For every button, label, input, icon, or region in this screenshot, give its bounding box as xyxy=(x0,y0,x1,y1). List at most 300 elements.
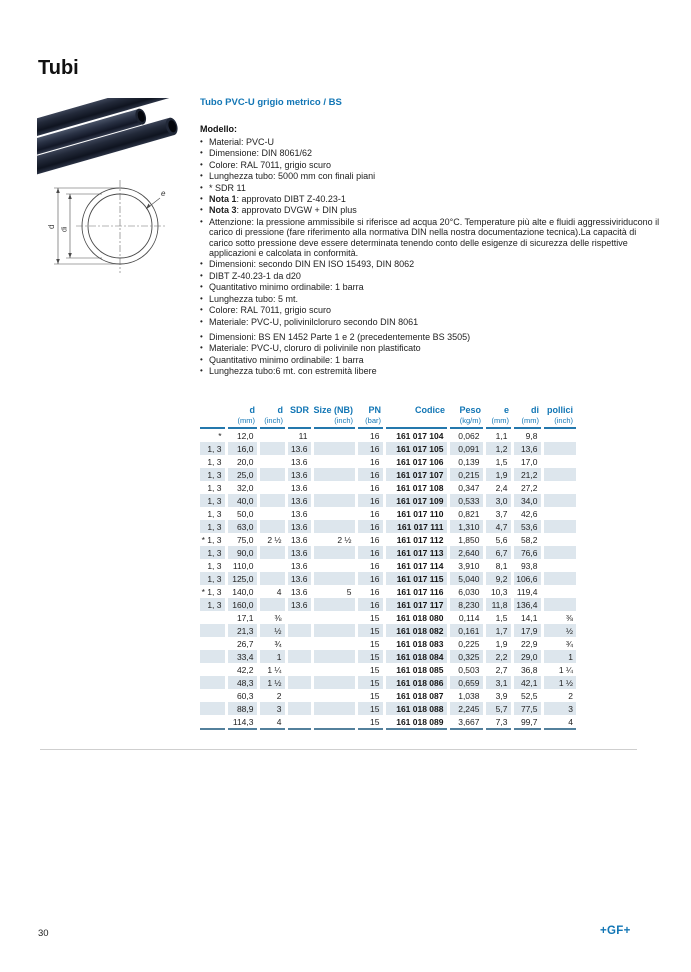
table-cell: 40,0 xyxy=(226,494,258,507)
row-marker-cell: 1, 3 xyxy=(200,598,226,611)
table-cell: 16 xyxy=(356,494,384,507)
table-cell: 1 xyxy=(542,650,576,663)
table-cell: 161 018 087 xyxy=(384,689,448,702)
row-marker-cell xyxy=(200,663,226,676)
table-cell: 14,1 xyxy=(512,611,542,624)
table-cell: 13.6 xyxy=(286,481,312,494)
table-row xyxy=(200,676,576,689)
table-cell: 161 017 117 xyxy=(384,598,448,611)
bullet-item xyxy=(200,271,662,281)
table-cell: 1 ½ xyxy=(258,676,286,689)
bullet-item xyxy=(200,294,662,304)
table-cell: 0,659 xyxy=(448,676,484,689)
table-cell: 161 018 088 xyxy=(384,702,448,715)
table-row xyxy=(200,533,576,546)
table-cell: 0,325 xyxy=(448,650,484,663)
column-unit: (bar) xyxy=(356,415,384,428)
bullet-dot-icon: • xyxy=(200,343,203,353)
table-cell: 1 ½ xyxy=(542,676,576,689)
table-cell: 90,0 xyxy=(226,546,258,559)
column-header: PN xyxy=(368,405,381,415)
table-cell xyxy=(542,428,576,442)
row-marker-cell xyxy=(200,637,226,650)
row-marker-cell: 1, 3 xyxy=(207,456,222,467)
bullet-text: Materiale: PVC-U, cloruro di polivinile non plastificato xyxy=(209,343,421,354)
table-cell: 9,2 xyxy=(484,572,512,585)
product-info-column xyxy=(200,97,662,378)
bullet-text: Dimensione: DIN 8061/62 xyxy=(209,148,313,159)
table-cell: 5 xyxy=(312,585,356,598)
table-cell xyxy=(542,520,576,533)
bullet-dot-icon: • xyxy=(200,148,203,158)
bullet-dot-icon: • xyxy=(200,293,203,303)
table-cell xyxy=(542,546,576,559)
bullet-item xyxy=(200,148,662,158)
row-marker-cell xyxy=(200,650,226,663)
table-cell: 58,2 xyxy=(512,533,542,546)
bullet-text: Lunghezza tubo: 5000 mm con finali piani xyxy=(209,171,376,182)
table-cell: 3,9 xyxy=(484,689,512,702)
table-cell xyxy=(286,611,312,624)
row-marker-cell: 1, 3 xyxy=(200,494,226,507)
table-cell xyxy=(312,455,356,468)
table-units-row xyxy=(200,415,576,428)
row-marker-cell: 1, 3 xyxy=(207,482,222,493)
table-cell: 0,062 xyxy=(448,428,484,442)
table-cell xyxy=(542,442,576,455)
model-bullet-list xyxy=(200,137,662,377)
table-cell: 15 xyxy=(356,637,384,650)
bullet-dot-icon: • xyxy=(200,216,203,226)
table-cell: 15 xyxy=(356,624,384,637)
table-cell: 161 017 104 xyxy=(384,428,448,442)
table-cell: 2 ½ xyxy=(312,533,356,546)
bullet-item xyxy=(200,305,662,315)
table-cell: 52,5 xyxy=(512,689,542,702)
table-cell: 13.6 xyxy=(286,585,312,598)
table-cell xyxy=(312,428,356,442)
table-cell: 33,4 xyxy=(226,650,258,663)
table-cell xyxy=(542,468,576,481)
table-cell: 16 xyxy=(356,598,384,611)
bullet-text: Dimensioni: secondo DIN EN ISO 15493, DIN 8062 xyxy=(209,259,415,270)
column-header: Size (NB) xyxy=(313,405,353,415)
table-cell: 16 xyxy=(356,572,384,585)
page-title: Tubi xyxy=(38,57,79,80)
table-cell: 161 017 111 xyxy=(384,520,448,533)
table-cell: 161 018 080 xyxy=(384,611,448,624)
bullet-dot-icon: • xyxy=(200,366,203,376)
table-cell xyxy=(542,494,576,507)
table-cell xyxy=(258,442,286,455)
row-marker-cell xyxy=(200,715,226,729)
table-cell: 161 018 085 xyxy=(384,663,448,676)
table-cell: 1,2 xyxy=(484,442,512,455)
pipes-photo xyxy=(37,98,190,175)
table-cell xyxy=(542,455,576,468)
table-cell: 2 xyxy=(258,689,286,702)
column-header: pollici xyxy=(546,405,573,415)
table-cell: 2,245 xyxy=(448,702,484,715)
bullet-dot-icon: • xyxy=(200,270,203,280)
row-marker-cell: * 1, 3 xyxy=(201,586,222,597)
bullet-text: Nota 3: approvato DVGW + DIN plus xyxy=(209,205,357,216)
table-cell: 161 017 105 xyxy=(384,442,448,455)
table-cell: 42,6 xyxy=(512,507,542,520)
table-row xyxy=(200,442,576,455)
table-cell: ¾ xyxy=(258,637,286,650)
table-cell: 42,2 xyxy=(226,663,258,676)
table-cell: 75,0 xyxy=(226,533,258,546)
table-cell: 11 xyxy=(286,428,312,442)
table-cell: 9,8 xyxy=(512,428,542,442)
table-cell: 161 018 086 xyxy=(384,676,448,689)
table-cell: 25,0 xyxy=(226,468,258,481)
table-cell: 3,7 xyxy=(484,507,512,520)
table-cell xyxy=(286,663,312,676)
table-cell: 0,091 xyxy=(448,442,484,455)
table-cell: 13.6 xyxy=(286,455,312,468)
bullet-text: Quantitativo minimo ordinabile: 1 barra xyxy=(209,354,364,365)
table-cell: 161 017 112 xyxy=(384,533,448,546)
product-heading: Tubo PVC-U grigio metrico / BS xyxy=(200,97,342,108)
table-cell xyxy=(258,468,286,481)
table-cell: 99,7 xyxy=(512,715,542,729)
page-number: 30 xyxy=(38,928,49,939)
bullet-text: Dimensioni: BS EN 1452 Parte 1 e 2 (precedentemente BS 3505) xyxy=(209,331,471,342)
table-cell: 27,2 xyxy=(512,481,542,494)
bullet-item xyxy=(200,171,662,181)
table-cell: 48,3 xyxy=(226,676,258,689)
table-cell: 161 017 110 xyxy=(384,507,448,520)
bullet-text: Colore: RAL 7011, grigio scuro xyxy=(209,305,332,316)
footer-divider xyxy=(40,749,637,750)
header-marker-col xyxy=(200,415,226,428)
table-cell: 42,1 xyxy=(512,676,542,689)
bullet-dot-icon: • xyxy=(200,354,203,364)
bullet-dot-icon: • xyxy=(200,159,203,169)
table-header-row xyxy=(200,401,576,415)
table-row xyxy=(200,455,576,468)
table-cell: 36,8 xyxy=(512,663,542,676)
table-cell: 2 ½ xyxy=(258,533,286,546)
bullet-text: Quantitativo minimo ordinabile: 1 barra xyxy=(209,282,364,293)
table-cell: 16 xyxy=(356,507,384,520)
table-cell xyxy=(312,546,356,559)
table-row xyxy=(200,663,576,676)
table-cell xyxy=(286,702,312,715)
table-cell: 2,7 xyxy=(484,663,512,676)
table-cell: 2,4 xyxy=(484,481,512,494)
table-cell xyxy=(542,481,576,494)
dim-label-di: di xyxy=(61,226,69,232)
row-marker-cell: 1, 3 xyxy=(207,508,222,519)
table-cell: ⅜ xyxy=(542,611,576,624)
bullet-dot-icon: • xyxy=(200,205,203,215)
table-cell: 1,9 xyxy=(484,637,512,650)
row-marker-cell: 1, 3 xyxy=(200,442,226,455)
spec-table-wrap xyxy=(200,401,578,730)
table-cell xyxy=(312,559,356,572)
table-cell xyxy=(258,481,286,494)
table-cell xyxy=(258,507,286,520)
table-cell: 32,0 xyxy=(226,481,258,494)
table-cell: 16,0 xyxy=(226,442,258,455)
model-label: Modello: xyxy=(200,124,237,134)
table-row xyxy=(200,559,576,572)
table-cell: 125,0 xyxy=(226,572,258,585)
pipe-cross-section-diagram xyxy=(42,177,170,276)
table-cell: 16 xyxy=(356,520,384,533)
bullet-item xyxy=(200,183,662,193)
bullet-item xyxy=(200,194,662,204)
table-row xyxy=(200,520,576,533)
table-row xyxy=(200,507,576,520)
table-cell: 16 xyxy=(356,546,384,559)
column-header: d xyxy=(277,405,283,415)
table-cell: 88,9 xyxy=(226,702,258,715)
column-unit: (mm) xyxy=(484,415,512,428)
bullet-item xyxy=(200,160,662,170)
table-cell: 17,1 xyxy=(226,611,258,624)
table-cell: 15 xyxy=(356,663,384,676)
table-cell xyxy=(312,468,356,481)
table-cell: 0,503 xyxy=(448,663,484,676)
table-cell xyxy=(312,663,356,676)
table-cell: 1,9 xyxy=(484,468,512,481)
column-unit: (inch) xyxy=(312,415,356,428)
table-cell: 16 xyxy=(356,455,384,468)
column-header: SDR xyxy=(289,405,309,415)
table-cell: 114,3 xyxy=(226,715,258,729)
bullet-dot-icon: • xyxy=(200,171,203,181)
table-row xyxy=(200,702,576,715)
table-cell: 13.6 xyxy=(286,572,312,585)
table-cell: 16 xyxy=(356,428,384,442)
table-cell xyxy=(258,455,286,468)
bullet-text: Material: PVC-U xyxy=(209,137,275,147)
bullet-item xyxy=(200,332,662,342)
table-cell: 50,0 xyxy=(226,507,258,520)
table-cell xyxy=(312,676,356,689)
table-cell: 13.6 xyxy=(286,468,312,481)
table-cell xyxy=(312,507,356,520)
table-cell xyxy=(286,689,312,702)
table-cell: 16 xyxy=(356,468,384,481)
bullet-item xyxy=(200,343,662,353)
table-cell: 17,9 xyxy=(512,624,542,637)
table-cell: 161 018 089 xyxy=(384,715,448,729)
bullet-item xyxy=(200,259,662,269)
bullet-dot-icon: • xyxy=(200,305,203,315)
table-cell: 3,1 xyxy=(484,676,512,689)
table-cell: 13.6 xyxy=(286,494,312,507)
table-cell: 3,0 xyxy=(484,494,512,507)
bullet-dot-icon: • xyxy=(200,137,203,146)
table-cell: 136,4 xyxy=(512,598,542,611)
bullet-text: Attenzione: la pressione ammissibile si riferisce ad acqua 20°C. Temperature più alte e fluidi aggressiviriducono il carico di pressione (fare riferimento alla normativa DIN nella nostra documentazione tecnica).La capacità di carico sotto pressione deve essere determinata tenendo conto delle esigenze di sicurezza delle rispettive applicazioni e calcolata in conformità. xyxy=(209,216,660,259)
table-cell: 11,8 xyxy=(484,598,512,611)
table-row xyxy=(200,585,576,598)
table-cell xyxy=(286,624,312,637)
table-cell: 1 ¼ xyxy=(258,663,286,676)
table-cell: 1 ¼ xyxy=(542,663,576,676)
table-cell: 3,910 xyxy=(448,559,484,572)
bullet-text: Nota 1: approvato DIBT Z-40.23-1 xyxy=(209,194,346,205)
table-cell: 0,139 xyxy=(448,455,484,468)
table-cell xyxy=(542,572,576,585)
bullet-dot-icon: • xyxy=(200,194,203,204)
table-cell: 20,0 xyxy=(226,455,258,468)
table-cell: 0,161 xyxy=(448,624,484,637)
column-unit xyxy=(286,415,312,428)
table-cell: 1,7 xyxy=(484,624,512,637)
table-cell: 110,0 xyxy=(226,559,258,572)
table-cell: 13.6 xyxy=(286,546,312,559)
table-cell: 4 xyxy=(542,715,576,729)
table-row xyxy=(200,715,576,729)
table-cell: 2 xyxy=(542,689,576,702)
table-row xyxy=(200,481,576,494)
table-cell: 5,040 xyxy=(448,572,484,585)
column-unit: (inch) xyxy=(258,415,286,428)
table-cell xyxy=(258,598,286,611)
table-cell xyxy=(286,650,312,663)
table-cell: 7,3 xyxy=(484,715,512,729)
table-cell xyxy=(286,676,312,689)
table-cell: 16 xyxy=(356,559,384,572)
table-cell: 6,7 xyxy=(484,546,512,559)
table-cell xyxy=(258,428,286,442)
table-cell: 53,6 xyxy=(512,520,542,533)
table-cell: 22,9 xyxy=(512,637,542,650)
product-table xyxy=(200,401,576,730)
table-cell: 16 xyxy=(356,442,384,455)
table-cell: 15 xyxy=(356,676,384,689)
table-cell xyxy=(312,702,356,715)
table-cell: 0,225 xyxy=(448,637,484,650)
column-header: di xyxy=(531,405,539,415)
row-marker-cell xyxy=(200,702,226,715)
table-cell: ⅜ xyxy=(258,611,286,624)
table-cell: 13.6 xyxy=(286,533,312,546)
table-cell: 13.6 xyxy=(286,507,312,520)
table-cell: 161 017 115 xyxy=(384,572,448,585)
table-cell xyxy=(312,520,356,533)
table-cell: 161 017 107 xyxy=(384,468,448,481)
table-row xyxy=(200,572,576,585)
bullet-dot-icon: • xyxy=(200,331,203,341)
table-cell: 161 017 109 xyxy=(384,494,448,507)
table-cell: 1,1 xyxy=(484,428,512,442)
table-cell: 10,3 xyxy=(484,585,512,598)
table-cell xyxy=(258,520,286,533)
table-cell: 140,0 xyxy=(226,585,258,598)
bullet-text: Lunghezza tubo:6 mt. con estremità libere xyxy=(209,366,377,377)
bullet-item xyxy=(200,355,662,365)
table-cell: 16 xyxy=(356,481,384,494)
table-row xyxy=(200,598,576,611)
table-cell: 0,533 xyxy=(448,494,484,507)
table-cell: ¾ xyxy=(542,637,576,650)
table-cell xyxy=(286,715,312,729)
table-cell xyxy=(258,572,286,585)
table-cell: 13.6 xyxy=(286,442,312,455)
table-cell: 1,038 xyxy=(448,689,484,702)
table-cell xyxy=(312,611,356,624)
table-row xyxy=(200,494,576,507)
row-marker-cell: 1, 3 xyxy=(200,520,226,533)
table-row xyxy=(200,650,576,663)
bullet-text: Colore: RAL 7011, grigio scuro xyxy=(209,159,332,170)
table-cell: 34,0 xyxy=(512,494,542,507)
table-cell: 2,640 xyxy=(448,546,484,559)
column-unit: (kg/m) xyxy=(448,415,484,428)
gf-logo: +GF+ xyxy=(600,925,631,937)
table-row xyxy=(200,428,576,442)
table-cell: ½ xyxy=(258,624,286,637)
table-cell: 119,4 xyxy=(512,585,542,598)
table-cell: 1,850 xyxy=(448,533,484,546)
table-cell: 161 018 084 xyxy=(384,650,448,663)
row-marker-cell: 1, 3 xyxy=(207,560,222,571)
table-cell: 5,7 xyxy=(484,702,512,715)
table-cell xyxy=(312,650,356,663)
bullet-item xyxy=(200,366,662,376)
table-cell xyxy=(312,481,356,494)
dim-label-e: e xyxy=(161,189,166,198)
bullet-item xyxy=(200,217,662,259)
table-cell: 63,0 xyxy=(226,520,258,533)
table-cell: 1 xyxy=(258,650,286,663)
row-marker-cell xyxy=(200,624,226,637)
table-cell xyxy=(542,507,576,520)
row-marker-cell: 1, 3 xyxy=(200,468,226,481)
row-marker-cell: * 1, 3 xyxy=(201,534,222,545)
table-cell: 15 xyxy=(356,650,384,663)
table-cell xyxy=(312,598,356,611)
column-unit xyxy=(384,415,448,428)
table-cell xyxy=(542,598,576,611)
table-cell xyxy=(258,559,286,572)
bullet-dot-icon: • xyxy=(200,259,203,269)
table-row xyxy=(200,689,576,702)
table-cell xyxy=(312,689,356,702)
table-head xyxy=(200,401,576,428)
bullet-item xyxy=(200,137,662,147)
table-cell: 13.6 xyxy=(286,598,312,611)
table-cell: 161 017 108 xyxy=(384,481,448,494)
table-cell: 2,2 xyxy=(484,650,512,663)
table-cell: 16 xyxy=(356,533,384,546)
column-unit: (mm) xyxy=(512,415,542,428)
column-header: e xyxy=(503,405,509,415)
table-cell: 16 xyxy=(356,585,384,598)
row-marker-cell: 1, 3 xyxy=(200,572,226,585)
table-cell: 13,6 xyxy=(512,442,542,455)
bullet-item xyxy=(200,282,662,292)
table-cell: 15 xyxy=(356,689,384,702)
table-cell: 5,6 xyxy=(484,533,512,546)
table-cell: 3 xyxy=(258,702,286,715)
table-cell: 0,114 xyxy=(448,611,484,624)
table-cell: 15 xyxy=(356,715,384,729)
table-cell: 1,5 xyxy=(484,611,512,624)
table-cell: ½ xyxy=(542,624,576,637)
column-header: Codice xyxy=(414,405,445,415)
table-cell: 161 017 114 xyxy=(384,559,448,572)
bullet-dot-icon: • xyxy=(200,316,203,326)
